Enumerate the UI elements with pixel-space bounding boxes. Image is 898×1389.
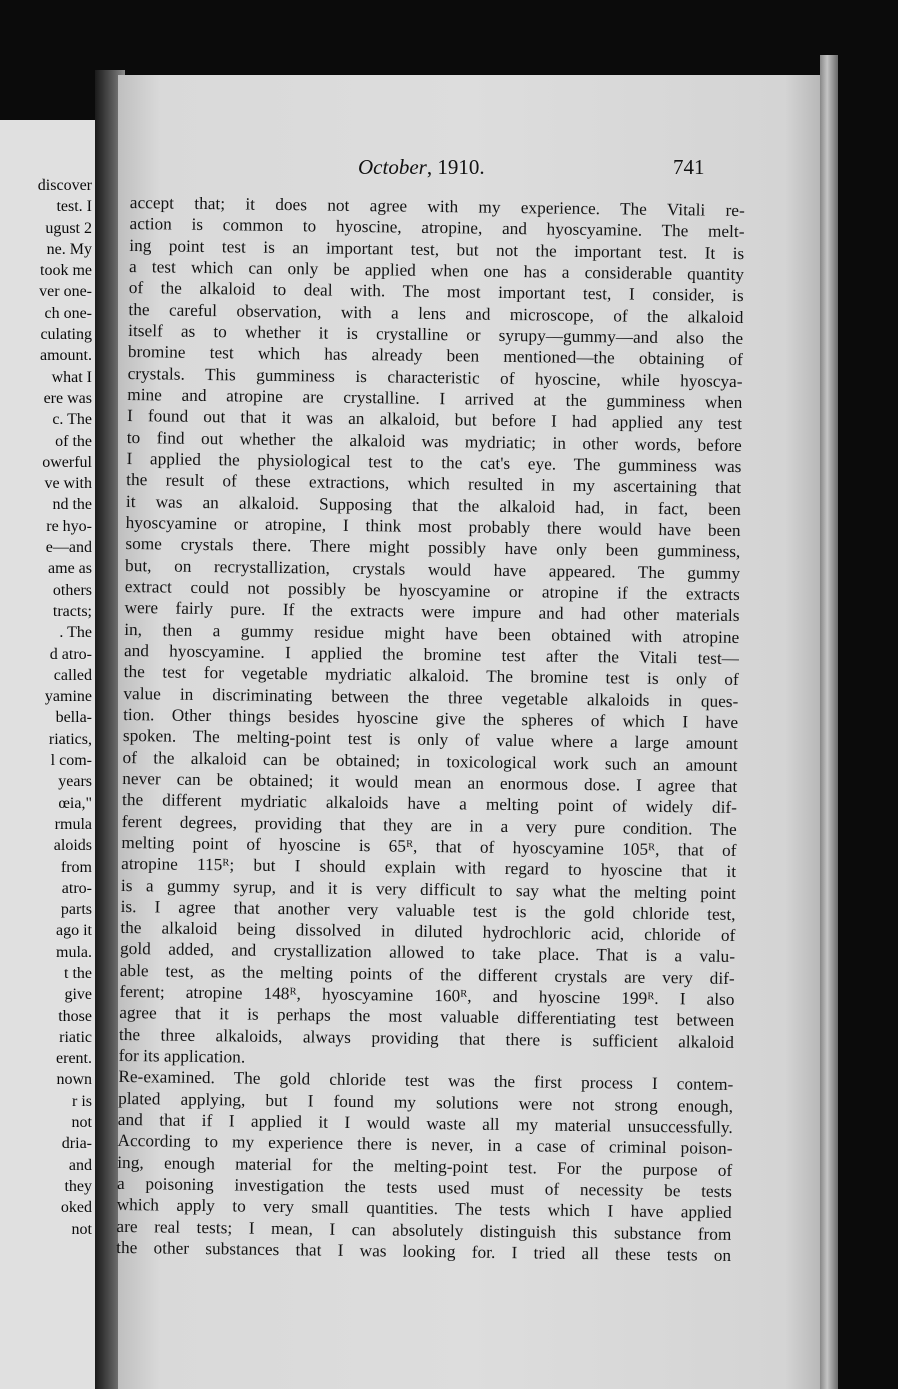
left-page-lines xyxy=(0,120,100,1242)
body-line: to find out whether the alkaloid was mydriatic; in other words, before xyxy=(126,427,742,455)
left-page-line: yamine xyxy=(44,688,92,706)
left-page-line: dria- xyxy=(61,1135,92,1153)
body-line: the different mydriatic alkaloids have a melting point of widely dif- xyxy=(121,790,738,818)
left-page-line: ver one- xyxy=(39,283,92,301)
left-page-line: ne. My xyxy=(46,240,92,258)
left-page-line: not xyxy=(71,1220,92,1238)
left-page-line: nd the xyxy=(52,496,92,514)
body-line: agree that it is perhaps the most valuable differentiating test between xyxy=(119,1003,735,1031)
body-line: and hyoscyamine. I applied the bromine test after the Vitali test— xyxy=(123,640,740,668)
body-line: itself as to whether it is crystalline or syrupy—gummy—and also the xyxy=(128,320,744,349)
body-line: a test which can only be applied when one has a considerable quantity xyxy=(128,256,745,285)
body-line: some crystals there. There might possibly have only been gumminess, xyxy=(125,534,741,562)
body-line: were fairly pure. If the extracts were impure and had other materials xyxy=(124,598,740,626)
body-line: plated applying, but I found my solutions were not strong enough, xyxy=(118,1088,734,1116)
page-edge-strip xyxy=(820,55,838,1389)
left-page-line: mula. xyxy=(56,943,92,961)
body-line: I applied the physiological test to the cat's eye. The gumminess was xyxy=(126,448,742,476)
left-page-line: years xyxy=(58,773,92,791)
left-page-line: ugust 2 xyxy=(45,219,92,237)
left-page-line: culating xyxy=(40,326,92,344)
left-page-line: bella- xyxy=(55,709,92,727)
left-page-line: riatic xyxy=(59,1028,92,1046)
body-line: of the alkaloid to deal with. The most important test, I consider, is xyxy=(128,278,744,306)
left-page-line: re hyo- xyxy=(46,517,92,535)
left-page-line: erent. xyxy=(56,1050,92,1068)
body-line: a poisoning investigation the tests used must of necessity be tests xyxy=(116,1174,733,1202)
body-line: bromine test which has already been mentioned—the obtaining of xyxy=(127,342,743,370)
left-page-fragment xyxy=(0,120,100,1389)
body-line: tion. Other things besides hyoscine give the spheres of which I have xyxy=(123,704,739,732)
body-line: value in discriminating between the three vegetable alkaloids in ques- xyxy=(123,683,739,711)
left-page-line: owerful xyxy=(42,453,92,471)
body-line: gold added, and crystallization allowed to take place. That is a valu- xyxy=(119,939,736,967)
body-line: accept that; it does not agree with my experience. The Vitali re- xyxy=(129,193,745,221)
body-line: melting point of hyoscine is 65ᴿ, that of hyoscyamine 105ᴿ, that of xyxy=(121,832,737,860)
body-line: it was an alkaloid. Supposing that the alkaloid had, in fact, been xyxy=(125,491,742,519)
body-line: I found out that it was an alkaloid, but before I had applied any test xyxy=(126,406,743,434)
left-page-line: those xyxy=(58,1007,92,1025)
body-line: which apply to very small quantities. The tests which I have applied xyxy=(116,1195,732,1223)
left-page-line: c. The xyxy=(52,411,92,429)
left-page-line: of the xyxy=(55,432,92,450)
left-page-line: œia," xyxy=(58,794,92,812)
left-page-line: tracts; xyxy=(52,602,92,620)
left-page-line: they xyxy=(64,1177,92,1195)
body-line: action is common to hyoscine, atropine, and hyoscyamine. The melt- xyxy=(129,214,745,242)
left-page-line: ere was xyxy=(43,389,92,407)
left-page-line: atro- xyxy=(61,879,92,897)
body-line: atropine 115ᴿ; but I should explain with regard to hyoscine that it xyxy=(121,854,737,882)
left-page-line: discover xyxy=(37,177,92,194)
body-line: able test, as the melting points of the different crystals are very dif- xyxy=(119,960,735,988)
left-page-line: ago it xyxy=(56,922,92,940)
left-page-line: ch one- xyxy=(44,304,92,322)
left-page-line: nown xyxy=(56,1071,92,1089)
left-page-line: e—and xyxy=(45,539,92,557)
header-month: October xyxy=(358,155,427,179)
left-page-line: d atro- xyxy=(49,645,92,663)
body-line: the other substances that I was looking for. I tried all these tests on xyxy=(116,1237,732,1266)
right-page xyxy=(118,75,820,1389)
page-number: 741 xyxy=(673,155,705,179)
left-page-line: ve with xyxy=(44,475,92,493)
left-page-line: . The xyxy=(59,624,92,642)
body-line: hyoscyamine or atropine, I think most probably there would have been xyxy=(125,512,741,540)
left-page-line: ame as xyxy=(48,560,92,578)
body-line: ing point test is an important test, but not the important test. It is xyxy=(129,235,745,263)
body-line: never can be obtained; it would mean an enormous dose. I agree that xyxy=(122,768,738,796)
body-line: ing, enough material for the melting-point test. For the purpose of xyxy=(117,1152,733,1180)
body-line: mine and atropine are crystalline. I arrived at the gumminess when xyxy=(127,384,743,412)
body-line: extract could not possibly be hyoscyamine or atropine if the extracts xyxy=(124,576,740,604)
body-line: ferent; atropine 148ᴿ, hyoscyamine 160ᴿ, and hyoscine 199ᴿ. I also xyxy=(119,982,735,1010)
left-page-line: rmula xyxy=(54,815,92,833)
left-page-line: not xyxy=(71,1114,92,1132)
body-line: are real tests; I mean, I can absolutely distinguish this substance from xyxy=(116,1216,732,1244)
left-page-line: from xyxy=(60,858,92,876)
body-text xyxy=(116,193,745,1267)
left-page-line: l com- xyxy=(50,752,92,770)
left-page-line: test. I xyxy=(56,198,92,216)
body-line: for its application. xyxy=(118,1046,246,1067)
body-line: but, on recrystallization, crystals would have appeared. The gummy xyxy=(125,555,741,583)
body-line: spoken. The melting-point test is only of value where a large amount xyxy=(122,726,738,754)
body-line: According to my experience there is never, in a case of criminal poison- xyxy=(117,1131,733,1159)
left-page-line: and xyxy=(68,1156,92,1174)
body-line: the alkaloid being dissolved in diluted hydrochloric acid, chloride of xyxy=(120,918,736,946)
body-line: crystals. This gumminess is characteristic of hyoscine, while hyoscya- xyxy=(127,363,743,391)
body-line: Re-examined. The gold chloride test was the first process I contem- xyxy=(118,1067,734,1095)
header-year: , 1910. xyxy=(426,155,485,179)
left-page-line: called xyxy=(53,666,92,684)
left-page-line: what I xyxy=(51,368,92,386)
body-line: in, then a gummy residue might have been obtained with atropine xyxy=(124,619,740,647)
body-line: is. I agree that another very valuable test is the gold chloride test, xyxy=(120,896,736,924)
left-page-line: aloids xyxy=(53,837,92,855)
body-line: of the alkaloid can be obtained; in toxicological work such an amount xyxy=(122,747,738,775)
left-page-line: took me xyxy=(40,262,92,280)
body-line: the careful observation, with a lens and microscope, of the alkaloid xyxy=(128,299,744,327)
body-line: is a gummy syrup, and it is very difficult to say what the melting point xyxy=(120,875,737,903)
body-line: the test for vegetable mydriatic alkaloid. The bromine test is only of xyxy=(123,662,739,690)
left-page-line: t the xyxy=(64,964,92,982)
left-page-line: parts xyxy=(60,901,92,919)
body-line: the result of these extractions, which resulted in my ascertaining that xyxy=(126,470,742,498)
body-line: ferent degrees, providing that they are in a very pure condition. The xyxy=(121,811,737,839)
body-line: the three alkaloids, always providing that there is sufficient alkaloid xyxy=(118,1024,735,1052)
left-page-line: others xyxy=(52,581,92,599)
left-page-line: give xyxy=(64,986,92,1004)
left-page-line: oked xyxy=(60,1199,92,1217)
left-page-line: r is xyxy=(72,1092,92,1110)
left-page-line: amount. xyxy=(40,347,92,365)
left-page-line: riatics, xyxy=(48,730,92,748)
body-line: and that if I applied it I would waste all my material unsuccessfully. xyxy=(117,1110,733,1138)
